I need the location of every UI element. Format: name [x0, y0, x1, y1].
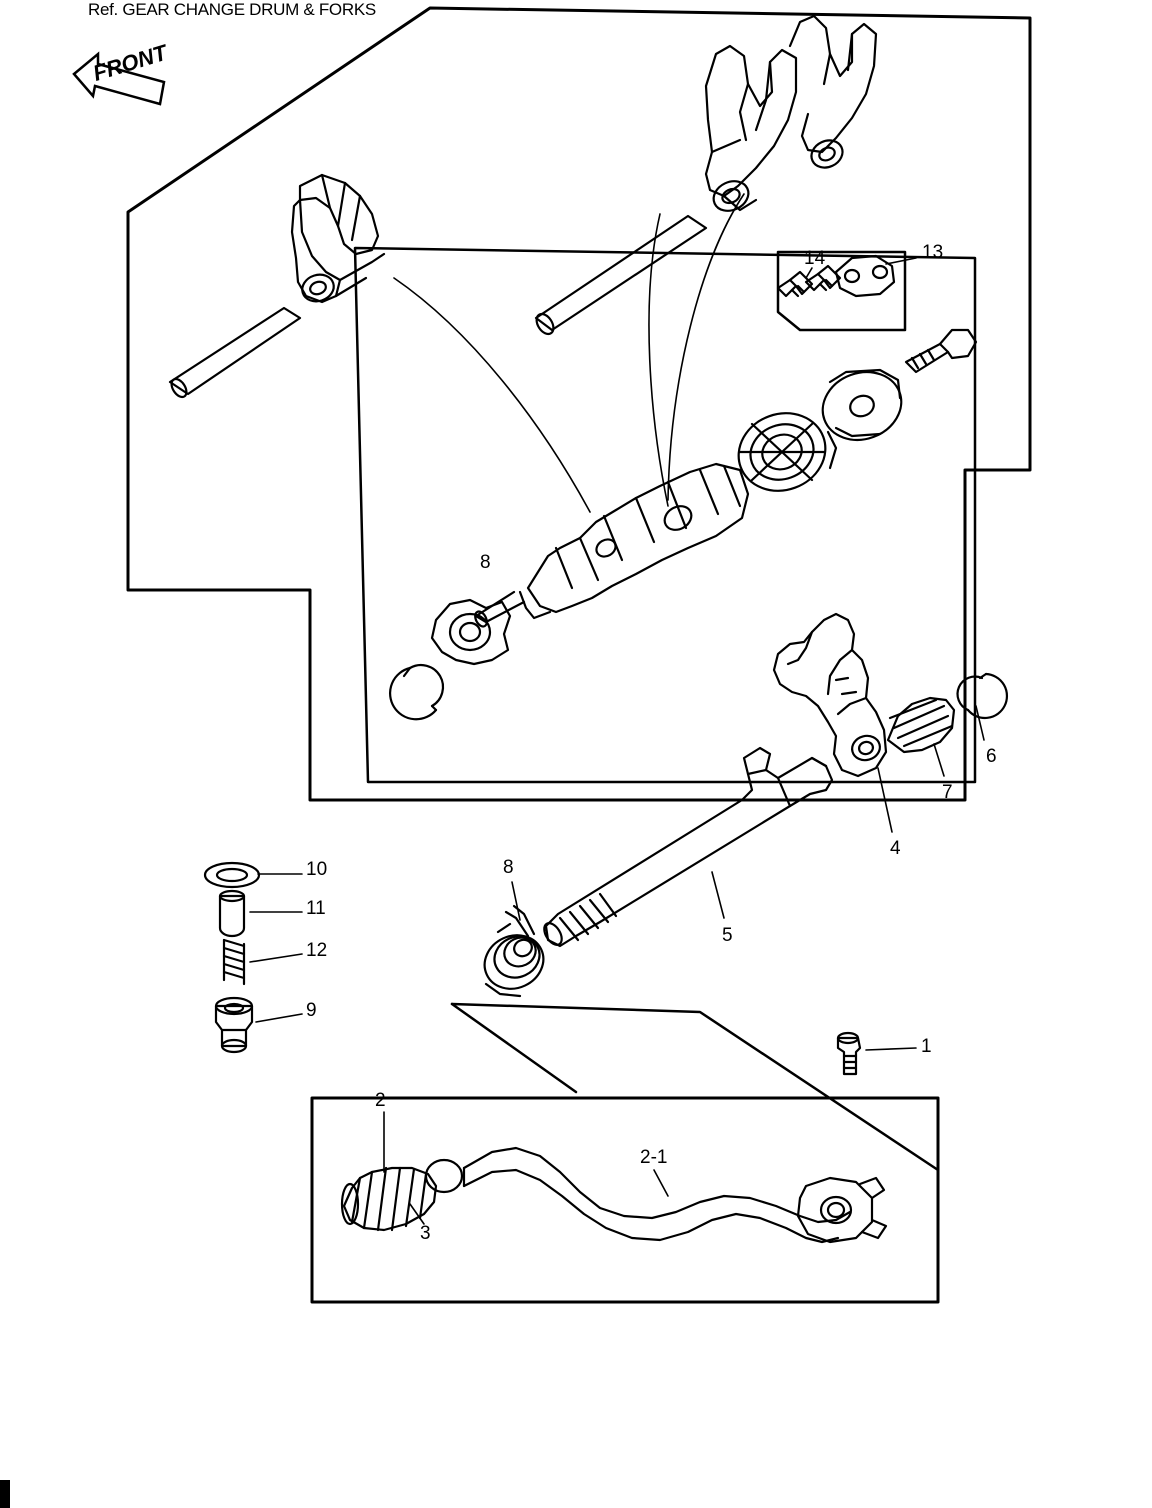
callout-14: 14: [804, 248, 826, 269]
callout-1: 1: [921, 1036, 932, 1057]
callout-3: 3: [420, 1223, 431, 1244]
reference-title: Ref. GEAR CHANGE DRUM & FORKS: [88, 0, 376, 19]
callout-4: 4: [890, 838, 901, 859]
callout-8: 8: [503, 857, 514, 878]
front-label: FRONT: [90, 39, 170, 86]
callout-11: 11: [306, 898, 326, 919]
callout-2: 2: [375, 1090, 386, 1111]
callout-9: 9: [306, 1000, 317, 1021]
callout-13: 13: [922, 242, 944, 263]
callout-5: 5: [722, 925, 733, 946]
callout-8-drum: 8: [480, 552, 491, 573]
page-corner-mark: [0, 1480, 10, 1508]
callout-2-1: 2-1: [640, 1147, 668, 1168]
callout-12: 12: [306, 940, 328, 961]
callout-7: 7: [942, 782, 953, 803]
callout-6: 6: [986, 746, 997, 767]
callout-10: 10: [306, 859, 328, 880]
